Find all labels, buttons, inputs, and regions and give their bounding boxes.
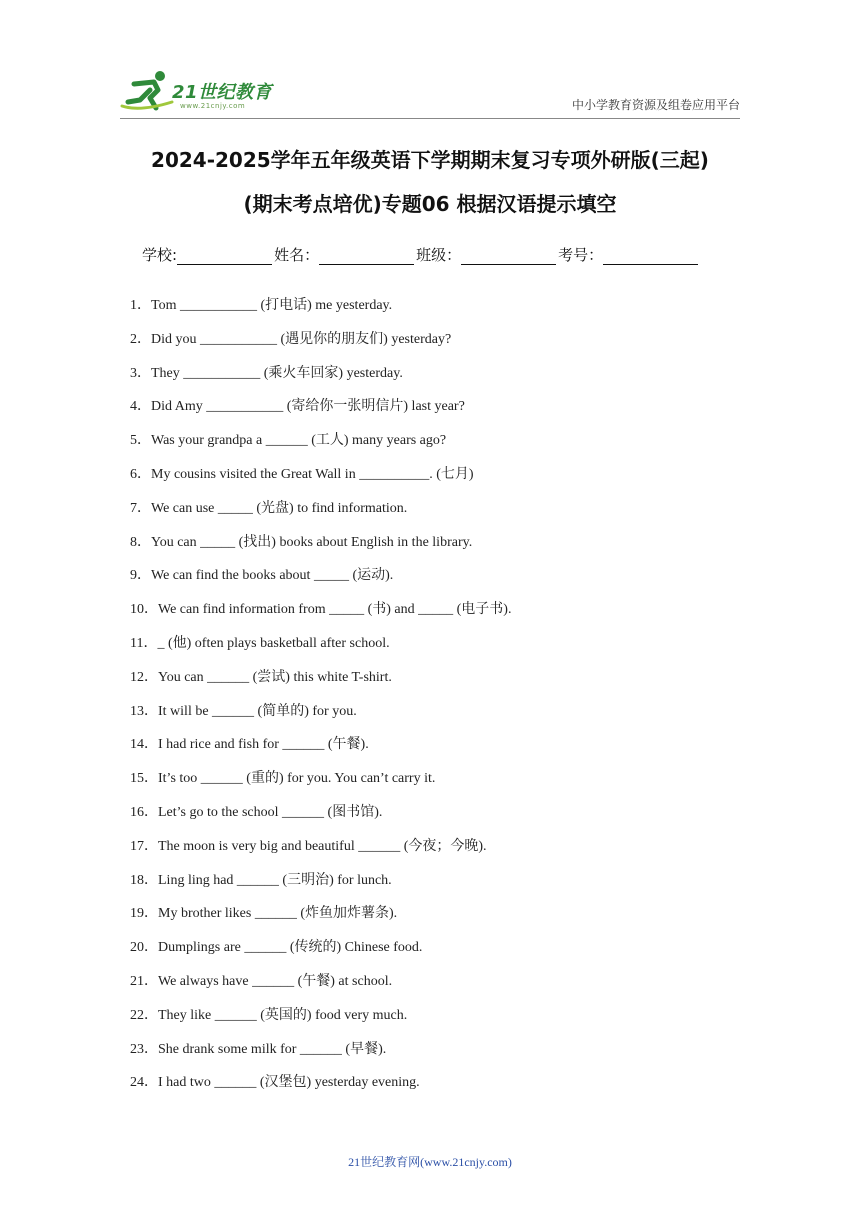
question-text: My brother likes ______ (炸鱼加炸薯条).	[158, 906, 398, 922]
question-number: 13．	[130, 703, 158, 719]
question-text: We always have ______ (午餐) at school.	[158, 973, 393, 989]
question-text: They ___________ (乘火车回家) yesterday.	[151, 365, 403, 381]
name-label: 姓名：	[274, 246, 320, 264]
question-item	[130, 330, 750, 364]
question-text: We can find the books about _____ (运动).	[151, 568, 394, 584]
question-item	[130, 871, 750, 905]
question-number: 7．	[130, 500, 151, 516]
question-item	[130, 668, 750, 702]
question-text: You can ______ (尝试) this white T-shirt.	[158, 669, 392, 685]
question-text: We can find information from _____ (书) and _____ (电子书).	[158, 602, 512, 618]
question-text: Did you ___________ (遇见你的朋友们) yesterday?	[151, 331, 452, 347]
question-number: 18．	[130, 872, 158, 888]
runner-logo-icon	[120, 68, 174, 112]
question-text: It will be ______ (简单的) for you.	[158, 703, 357, 719]
question-text: You can _____ (找出) books about English in the library.	[151, 534, 473, 550]
question-item	[130, 600, 750, 634]
name-field	[274, 244, 416, 265]
question-text: Let’s go to the school ______ (图书馆).	[158, 804, 383, 820]
question-number: 21．	[130, 973, 158, 989]
question-number: 22．	[130, 1007, 158, 1023]
platform-label: 中小学教育资源及组卷应用平台	[571, 98, 740, 112]
question-number: 16．	[130, 804, 158, 820]
question-item	[130, 837, 750, 871]
question-number: 1．	[130, 298, 151, 313]
question-number: 4．	[130, 399, 151, 415]
logo-url: www.21cnjy.com	[180, 102, 246, 110]
logo	[120, 68, 290, 112]
question-number: 9．	[130, 568, 151, 584]
question-text: Was your grandpa a ______ (工人) many years ago?	[151, 433, 447, 449]
question-item	[130, 1006, 750, 1040]
question-text: Did Amy ___________ (寄给你一张明信片) last year?	[151, 399, 465, 415]
question-item	[130, 972, 750, 1006]
question-item	[130, 769, 750, 803]
question-number: 24．	[130, 1075, 158, 1091]
question-number: 10．	[130, 602, 158, 618]
question-text: _ (他) often plays basketball after school.	[157, 635, 390, 651]
question-text: We can use _____ (光盘) to find information.	[151, 500, 408, 516]
question-item	[130, 735, 750, 769]
question-number: 14．	[130, 737, 158, 753]
question-item	[130, 566, 750, 600]
question-item	[130, 533, 750, 567]
question-text: They like ______ (英国的) food very much.	[158, 1007, 408, 1023]
question-number: 17．	[130, 838, 158, 854]
question-item	[130, 702, 750, 736]
question-text: I had two ______ (汉堡包) yesterday evening.	[158, 1075, 420, 1091]
question-number: 2．	[130, 331, 151, 347]
student-info	[142, 244, 700, 265]
question-item	[130, 465, 750, 499]
school-label: 学校:	[142, 246, 178, 264]
question-number: 6．	[130, 466, 151, 482]
question-item	[130, 397, 750, 431]
number-blank[interactable]	[603, 248, 698, 265]
question-text: The moon is very big and beautiful ______ (今夜；今晚).	[158, 838, 487, 854]
question-text: I had rice and fish for ______ (午餐).	[158, 737, 369, 753]
question-item	[130, 938, 750, 972]
question-text: Dumplings are ______ (传统的) Chinese food.	[158, 940, 423, 956]
question-item	[130, 499, 750, 533]
class-label: 班级：	[416, 246, 462, 264]
question-item	[130, 431, 750, 465]
question-list	[130, 296, 750, 1107]
question-number: 8．	[130, 534, 151, 550]
question-item	[130, 296, 750, 330]
page-header	[120, 68, 740, 116]
question-text: She drank some milk for ______ (早餐).	[158, 1041, 387, 1057]
page-footer: 21世纪教育网(www.21cnjy.com)	[348, 1155, 512, 1169]
question-number: 12．	[130, 669, 158, 685]
question-number: 5．	[130, 433, 151, 449]
question-number: 20．	[130, 940, 158, 956]
question-number: 23．	[130, 1041, 158, 1057]
question-item	[130, 364, 750, 398]
page-title-line1: 2024-2025学年五年级英语下学期期末复习专项外研版(三起)	[151, 148, 709, 172]
logo-text: 21世纪教育	[172, 82, 273, 103]
header-divider	[120, 118, 740, 119]
name-blank[interactable]	[319, 248, 414, 265]
school-blank[interactable]	[177, 248, 272, 265]
question-text: Tom ___________ (打电话) me yesterday.	[151, 298, 393, 313]
question-item	[130, 634, 750, 668]
question-item	[130, 803, 750, 837]
question-item	[130, 1040, 750, 1074]
question-item	[130, 1073, 750, 1107]
question-number: 15．	[130, 771, 158, 787]
school-field	[142, 244, 274, 265]
question-text: It’s too ______ (重的) for you. You can’t carry it.	[158, 771, 436, 787]
question-text: My cousins visited the Great Wall in __________. (七月)	[151, 466, 474, 482]
question-text: Ling ling had ______ (三明治) for lunch.	[158, 872, 392, 888]
class-blank[interactable]	[461, 248, 556, 265]
number-label: 考号：	[558, 246, 604, 264]
question-number: 11．	[130, 635, 158, 651]
page-title-line2: (期末考点培优)专题06 根据汉语提示填空	[243, 192, 617, 216]
question-number: 3．	[130, 365, 151, 381]
question-item	[130, 904, 750, 938]
question-number: 19．	[130, 906, 158, 922]
number-field	[558, 244, 700, 265]
class-field	[416, 244, 558, 265]
